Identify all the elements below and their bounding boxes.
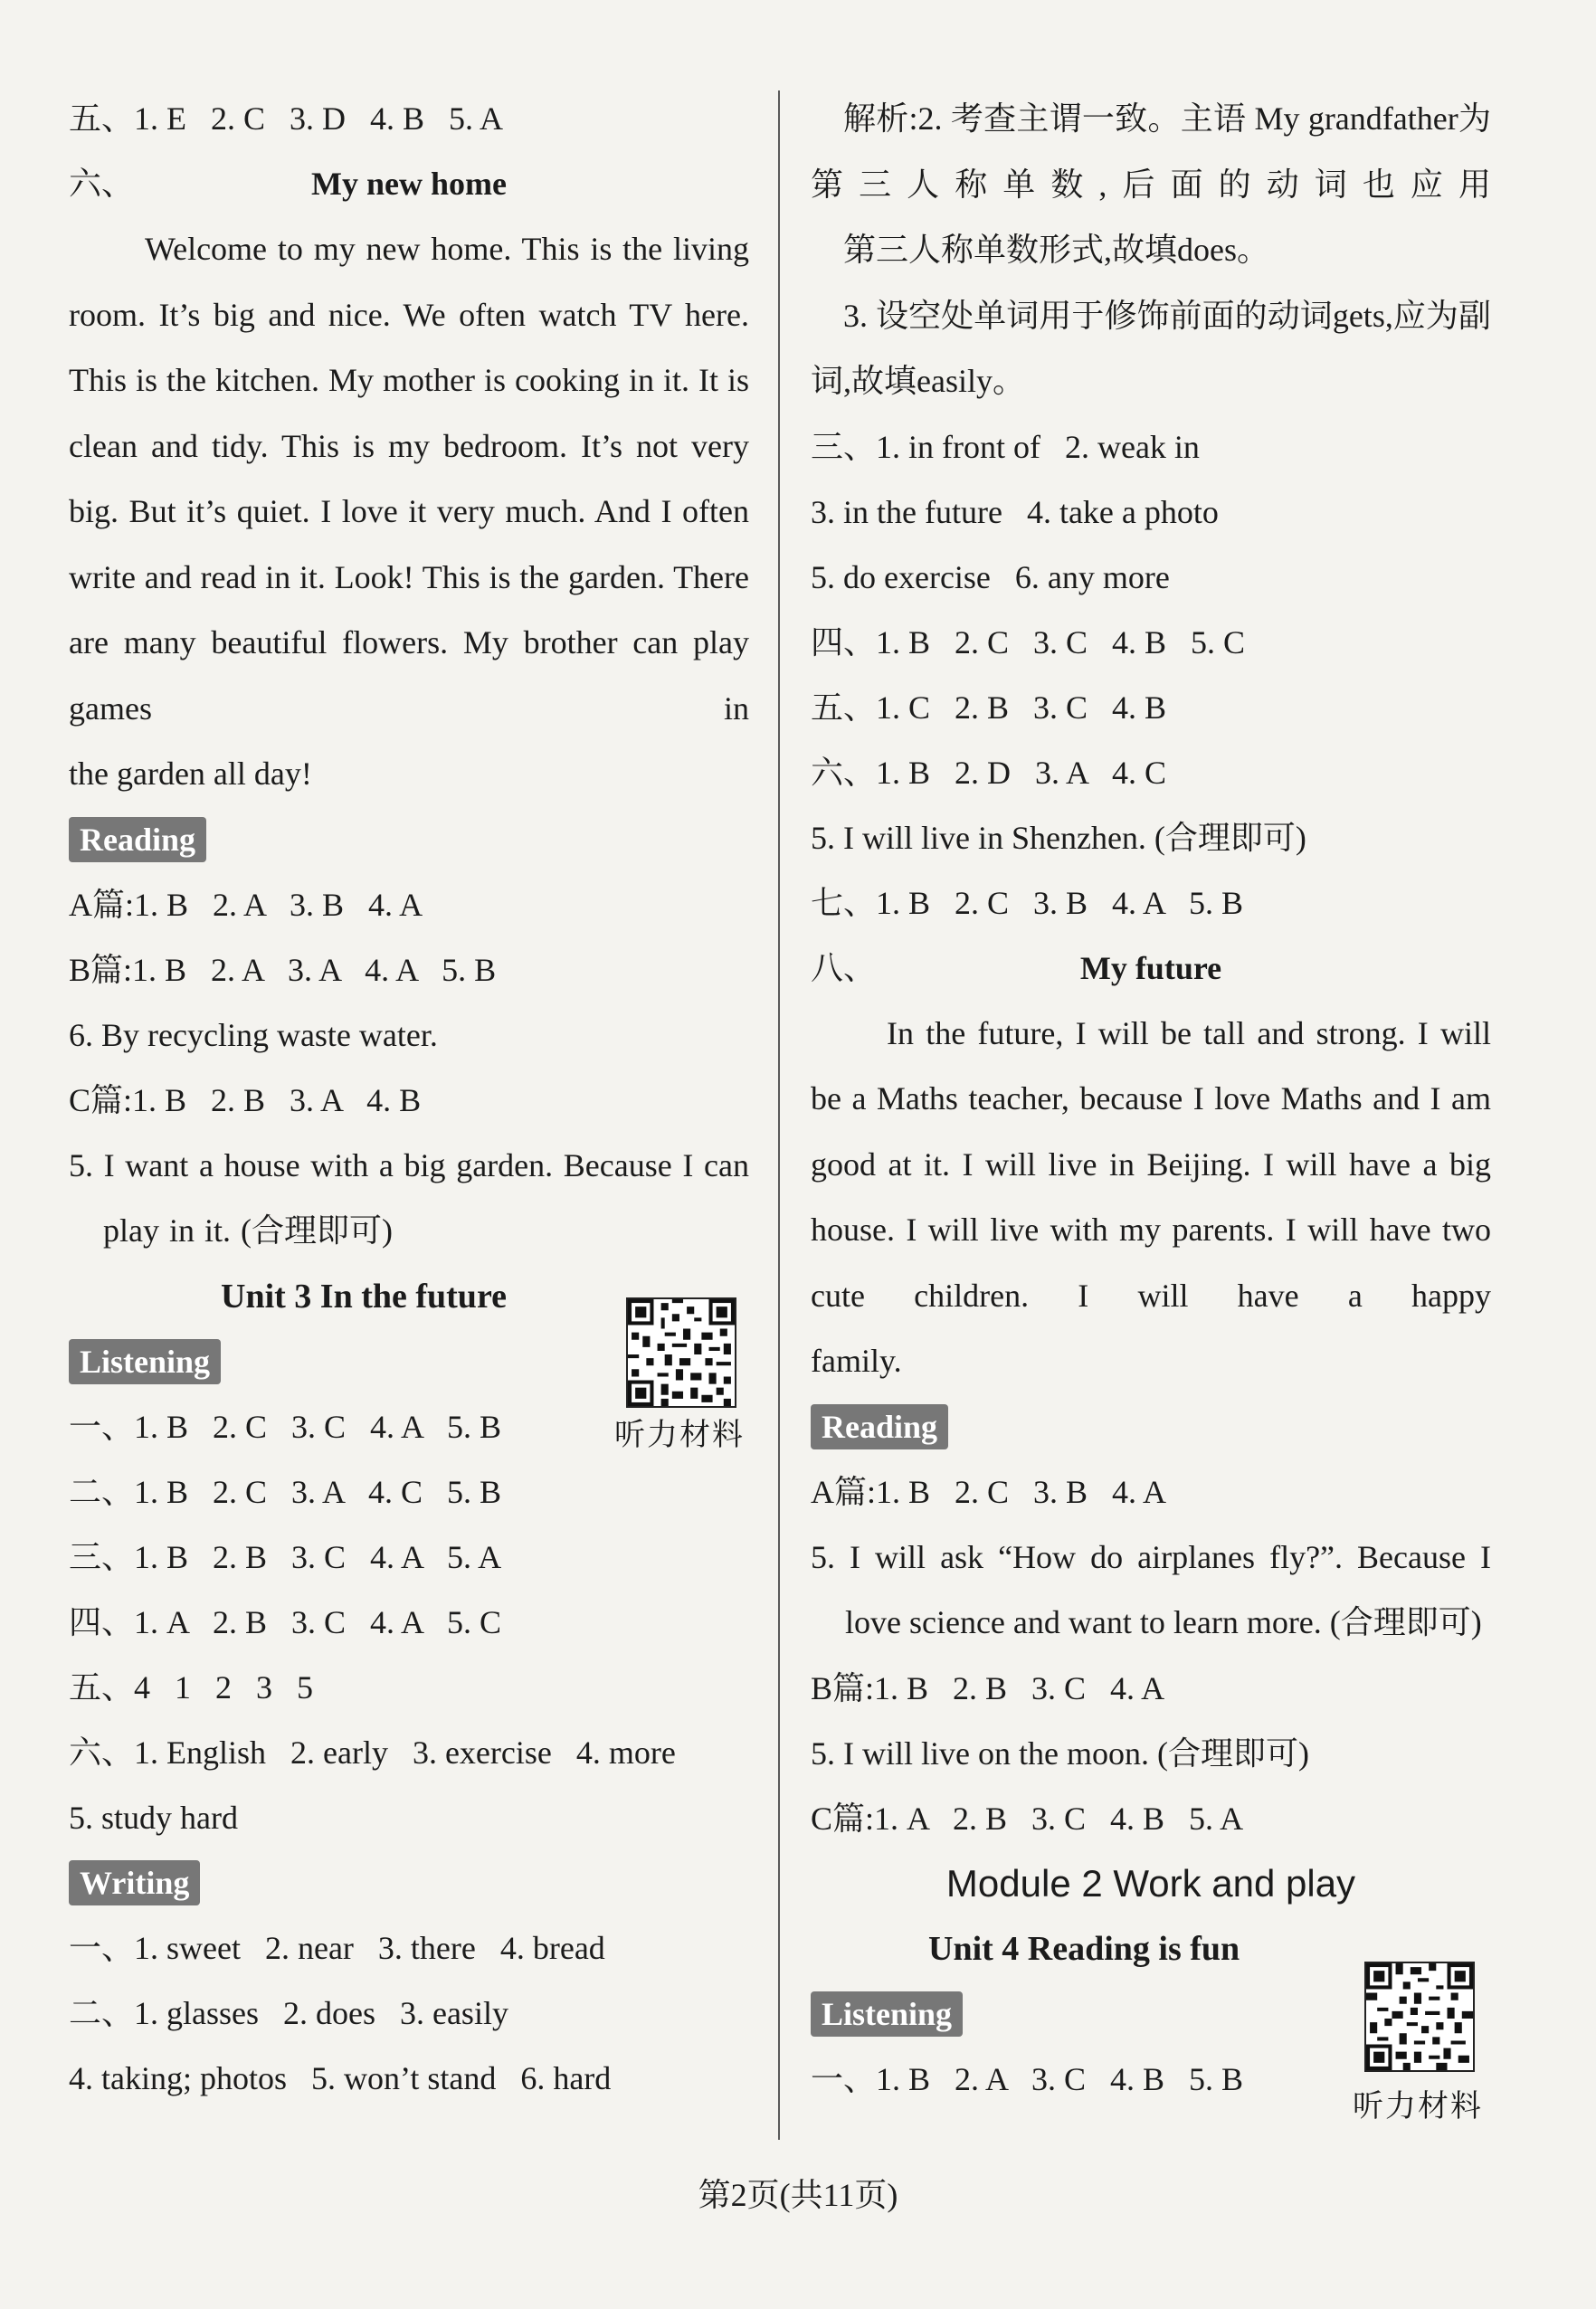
essay-title: My future	[1079, 949, 1222, 986]
answer-line: 五、4 1 2 3 5	[69, 1668, 314, 1706]
essay-title: My new home	[311, 166, 507, 202]
answer-line: 三、1. B 2. B 3. C 4. A 5. A	[69, 1538, 502, 1575]
page-footer: 第2页(共11页)	[698, 2177, 898, 2213]
section-number: 八、	[811, 949, 877, 986]
section-number: 六、	[69, 166, 135, 202]
unit-title: Unit 3 In the future	[221, 1277, 507, 1316]
answer-line: 三、1. in front of 2. weak in	[811, 428, 1200, 465]
answer-line: 七、1. B 2. C 3. B 4. A 5. B	[811, 884, 1244, 921]
answer-line: 六、1. English 2. early 3. exercise 4. more	[69, 1734, 676, 1771]
essay-last-line: the garden all day!	[69, 755, 312, 792]
answer-line: A篇:1. B 2. A 3. B 4. A	[69, 886, 423, 923]
answer-line: B篇:1. B 2. B 3. C 4. A	[811, 1669, 1165, 1706]
analysis-last-line: 第三人称单数形式,故填does。	[843, 232, 1269, 268]
qr-code-icon[interactable]	[1364, 1962, 1475, 2072]
qr-label: 听力材料	[614, 1419, 745, 1452]
essay-body	[811, 1001, 1491, 1394]
analysis-paragraph: 3. 设空处单词用于修饰前面的动词gets,应为副词,故填easily。	[811, 297, 1491, 399]
qr-code-icon[interactable]	[626, 1297, 736, 1408]
qr-label: 听力材料	[1353, 2090, 1483, 2124]
listening-badge: Listening	[811, 1991, 963, 2037]
answer-line: 一、1. B 2. A 3. C 4. B 5. B	[811, 2060, 1244, 2097]
reading-badge: Reading	[811, 1404, 948, 1449]
analysis-paragraph	[811, 86, 1491, 283]
reading-badge: Reading	[69, 817, 206, 862]
answer-line: 五、1. C 2. B 3. C 4. B	[811, 689, 1167, 726]
listening-badge: Listening	[69, 1339, 221, 1384]
column-divider	[778, 90, 780, 2140]
essay-text: Welcome to my new home. This is the living room. It’s big and nice. We often watch TV here. This is the kitchen. My mother is cooking in it. It is clean and tidy. This is my bedroom. It’s not very big. But it’s quiet. I love it very much. And I often write and read in it. Look! This is the garden. There are many beautiful flowers. My brother can play games in	[69, 231, 749, 727]
answer-line: C篇:1. B 2. B 3. A 4. B	[69, 1081, 422, 1118]
essay-body	[69, 216, 749, 807]
answer-line: 一、1. B 2. C 3. C 4. A 5. B	[69, 1408, 502, 1445]
essay-last-line: family.	[811, 1343, 902, 1379]
essay-heading	[811, 936, 1491, 1001]
answer-line: A篇:1. B 2. C 3. B 4. A	[811, 1473, 1167, 1510]
essay-heading	[69, 151, 749, 216]
answer-line: 二、1. B 2. C 3. A 4. C 5. B	[69, 1473, 502, 1510]
answer-line: 3. in the future 4. take a photo	[811, 493, 1219, 530]
answer-line: C篇:1. A 2. B 3. C 4. B 5. A	[811, 1800, 1244, 1837]
answer-line: 六、1. B 2. D 3. A 4. C	[811, 754, 1167, 791]
answer-paragraph: 5. I want a house with a big garden. Because I can play in it. (合理即可)	[69, 1146, 749, 1249]
answer-line: 五、1. E 2. C 3. D 4. B 5. A	[69, 100, 504, 137]
answer-line: 5. I will live in Shenzhen. (合理即可)	[811, 819, 1306, 856]
answer-line: 5. study hard	[69, 1799, 238, 1836]
answer-line: B篇:1. B 2. A 3. A 4. A 5. B	[69, 951, 497, 988]
answer-line: 4. taking; photos 5. won’t stand 6. hard	[69, 2059, 612, 2096]
writing-badge: Writing	[69, 1860, 200, 1905]
unit-title: Unit 4 Reading is fun	[928, 1929, 1240, 1968]
right-column	[811, 86, 1491, 2112]
answer-line: 一、1. sweet 2. near 3. there 4. bread	[69, 1929, 605, 1966]
module-title: Module 2 Work and play	[945, 1861, 1356, 1905]
answer-line: 四、1. B 2. C 3. C 4. B 5. C	[811, 623, 1246, 660]
answer-line: 6. By recycling waste water.	[69, 1016, 438, 1053]
answer-paragraph: 5. I will ask “How do airplanes fly?”. Because I love science and want to learn more. (合理即可)	[811, 1538, 1491, 1640]
essay-text: In the future, I will be tall and strong. I will be a Maths teacher, because I love Maths and I am good at it. I will live in Beijing. I will have a big house. I will live with my parents. I will have two cute children. I will have a happy	[811, 1014, 1491, 1314]
answer-line: 四、1. A 2. B 3. C 4. A 5. C	[69, 1603, 502, 1640]
analysis-text: 解析:2. 考查主谓一致。主语 My grandfather为第三人称单数,后面的动词也应用	[811, 100, 1491, 203]
left-column	[69, 86, 749, 2111]
answer-line: 二、1. glasses 2. does 3. easily	[69, 1994, 508, 2031]
answer-line: 5. I will live on the moon. (合理即可)	[811, 1734, 1309, 1772]
answer-line: 5. do exercise 6. any more	[811, 558, 1170, 595]
